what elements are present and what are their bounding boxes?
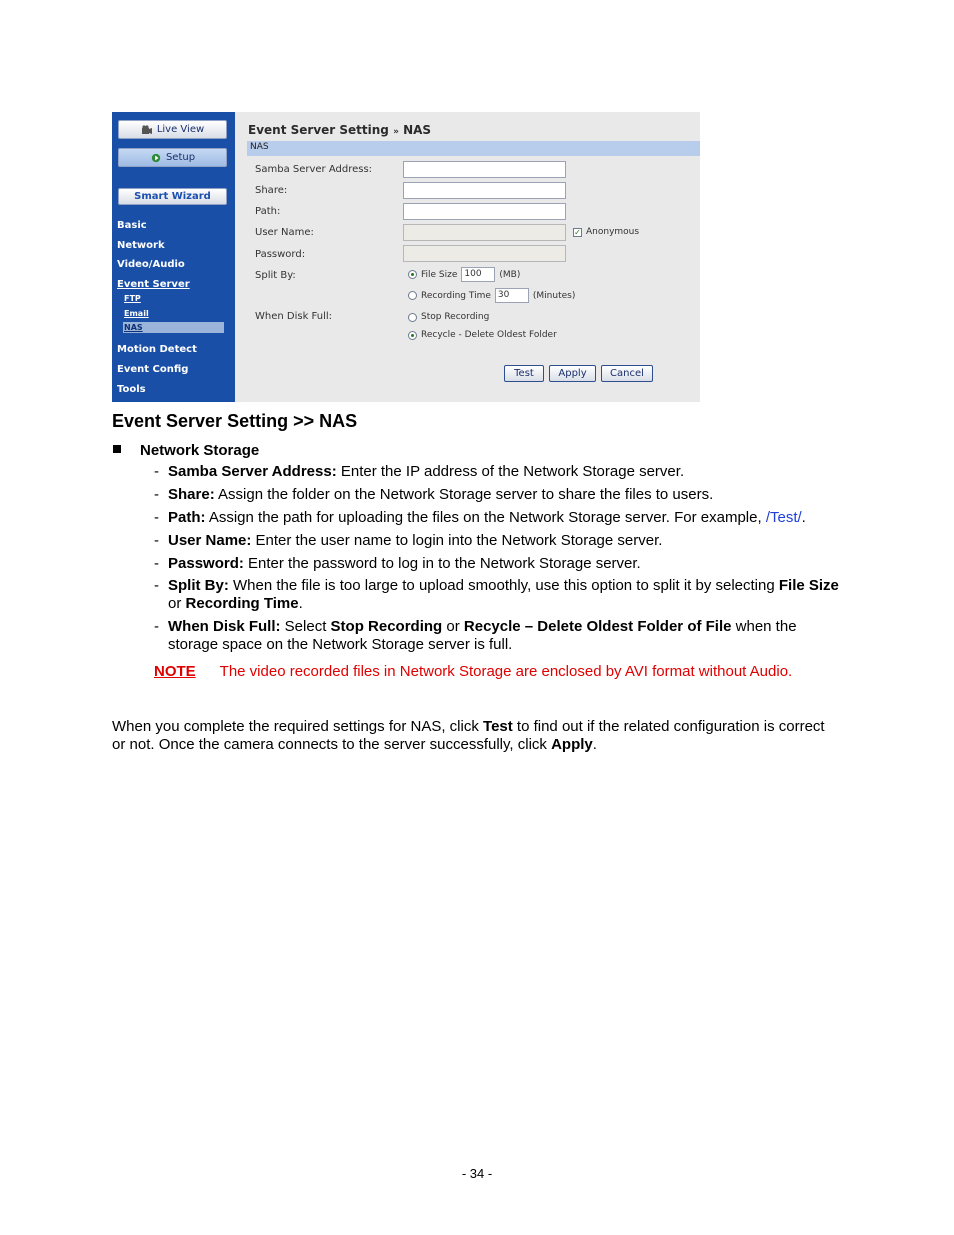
- anonymous-checkbox[interactable]: ✓: [574, 227, 581, 237]
- test-button[interactable]: Test: [504, 365, 544, 382]
- password-input[interactable]: [403, 245, 566, 262]
- item-text: or: [442, 618, 464, 635]
- closing-bold-test: Test: [483, 718, 513, 735]
- recording-time-input[interactable]: 30: [495, 288, 529, 303]
- smart-wizard-label: Smart Wizard: [134, 191, 211, 202]
- item-bold: File Size: [778, 577, 839, 594]
- note-text: The video recorded files in Network Storage are enclosed by AVI format without Audio.: [219, 663, 793, 680]
- item-text: Assign the folder on the Network Storage server to share the files to users.: [214, 486, 714, 503]
- recording-time-radio[interactable]: [408, 291, 417, 300]
- stop-recording-radio[interactable]: [408, 313, 417, 322]
- setup-icon: [150, 153, 162, 163]
- item-text: Select: [280, 618, 331, 635]
- closing-text: to find out if the related configuration is correct or not. Once the camera connects to the server successfully, click: [112, 718, 825, 753]
- share-input[interactable]: [403, 182, 566, 199]
- item-key: User Name:: [168, 532, 252, 549]
- item-bold: Stop Recording: [330, 618, 443, 635]
- page-number: - 34 -: [461, 1166, 493, 1181]
- path-label: Path:: [255, 206, 281, 217]
- recycle-option[interactable]: [408, 330, 557, 340]
- share-label: Share:: [255, 185, 288, 196]
- recording-time-unit: (Minutes): [532, 290, 576, 301]
- settings-panel: [247, 112, 700, 402]
- panel-title-separator: »: [393, 127, 399, 137]
- stop-recording-option[interactable]: [408, 312, 489, 322]
- nav-event-server[interactable]: Event Server: [117, 279, 190, 290]
- closing-paragraph: [112, 718, 832, 754]
- item-text-end: .: [298, 595, 303, 612]
- item-text: when the storage space on the Network Storage server is full.: [168, 618, 797, 653]
- path-input[interactable]: [403, 203, 566, 220]
- anonymous-option[interactable]: [573, 227, 639, 237]
- nav-sub-email[interactable]: Email: [124, 309, 149, 318]
- item-bold: Recycle – Delete Oldest Folder of File: [463, 618, 732, 635]
- item-key: Path:: [168, 509, 206, 526]
- section-bar: [247, 141, 700, 156]
- nav-sub-nas[interactable]: NAS: [124, 323, 143, 332]
- closing-text: When you complete the required settings for NAS, click: [112, 718, 484, 735]
- item-key: Share:: [168, 486, 215, 503]
- section-bar-label: NAS: [250, 142, 269, 152]
- item-key: Samba Server Address:: [168, 463, 337, 480]
- nav-video-audio[interactable]: Video/Audio: [117, 259, 185, 270]
- file-size-input[interactable]: 100: [461, 267, 495, 282]
- panel-title: [248, 123, 431, 137]
- camera-icon: [141, 125, 153, 135]
- file-size-option[interactable]: [408, 267, 520, 282]
- item-text: Enter the password to log in to the Network Storage server.: [243, 555, 641, 572]
- item-text: Enter the IP address of the Network Storage server.: [336, 463, 685, 480]
- file-size-unit: (MB): [499, 269, 521, 280]
- file-size-radio[interactable]: [408, 270, 417, 279]
- anonymous-label: Anonymous: [586, 227, 640, 237]
- stop-recording-label: Stop Recording: [421, 312, 490, 322]
- recycle-radio[interactable]: [408, 331, 417, 340]
- live-view-label: Live View: [156, 124, 205, 135]
- panel-title-main: Event Server Setting: [248, 123, 389, 137]
- section-heading: Event Server Setting >> NAS: [112, 411, 358, 431]
- disk-full-label: When Disk Full:: [255, 311, 333, 322]
- item-key: Split By:: [168, 577, 229, 594]
- live-view-button[interactable]: [118, 120, 227, 139]
- nav-network[interactable]: Network: [117, 240, 165, 251]
- item-text: or: [168, 595, 186, 612]
- note-label: NOTE: [154, 663, 196, 680]
- path-example-link[interactable]: /Test/: [765, 509, 802, 526]
- recycle-label: Recycle - Delete Oldest Folder: [421, 330, 557, 340]
- nav-motion-detect[interactable]: Motion Detect: [117, 344, 197, 355]
- item-key: Password:: [168, 555, 244, 572]
- square-bullet-icon: [113, 445, 121, 453]
- samba-label: Samba Server Address:: [255, 164, 373, 175]
- samba-server-input[interactable]: [403, 161, 566, 178]
- recording-time-label: Recording Time: [421, 290, 491, 301]
- item-text: When the file is too large to upload smoothly, use this option to split it by selecting: [228, 577, 779, 594]
- setup-button[interactable]: [118, 148, 227, 167]
- closing-text-end: .: [592, 736, 597, 753]
- note: [154, 663, 792, 680]
- file-size-label: File Size: [421, 269, 458, 280]
- cancel-button[interactable]: Cancel: [601, 365, 653, 382]
- item-bold: Recording Time: [185, 595, 299, 612]
- item-text: Assign the path for uploading the files on the Network Storage server. For example,: [205, 509, 766, 526]
- user-name-input[interactable]: [403, 224, 566, 241]
- item-key: When Disk Full:: [168, 618, 281, 635]
- settings-screenshot: [112, 112, 700, 402]
- panel-title-sub: NAS: [403, 123, 432, 137]
- password-label: Password:: [255, 249, 306, 260]
- bullet-title: Network Storage: [140, 442, 260, 459]
- smart-wizard-button[interactable]: [118, 188, 227, 205]
- item-text-end: .: [801, 509, 806, 526]
- recording-time-option[interactable]: [408, 288, 575, 303]
- nav-event-config[interactable]: Event Config: [117, 364, 189, 375]
- split-by-label: Split By:: [255, 270, 296, 281]
- setup-label: Setup: [165, 152, 196, 163]
- nav-sub-ftp[interactable]: FTP: [124, 294, 141, 303]
- user-name-label: User Name:: [255, 227, 314, 238]
- nav-tools[interactable]: Tools: [117, 384, 146, 395]
- closing-bold-apply: Apply: [551, 736, 593, 753]
- nav-basic[interactable]: Basic: [117, 220, 147, 231]
- apply-button[interactable]: Apply: [549, 365, 596, 382]
- item-text: Enter the user name to login into the Network Storage server.: [251, 532, 663, 549]
- sidebar: [112, 112, 235, 402]
